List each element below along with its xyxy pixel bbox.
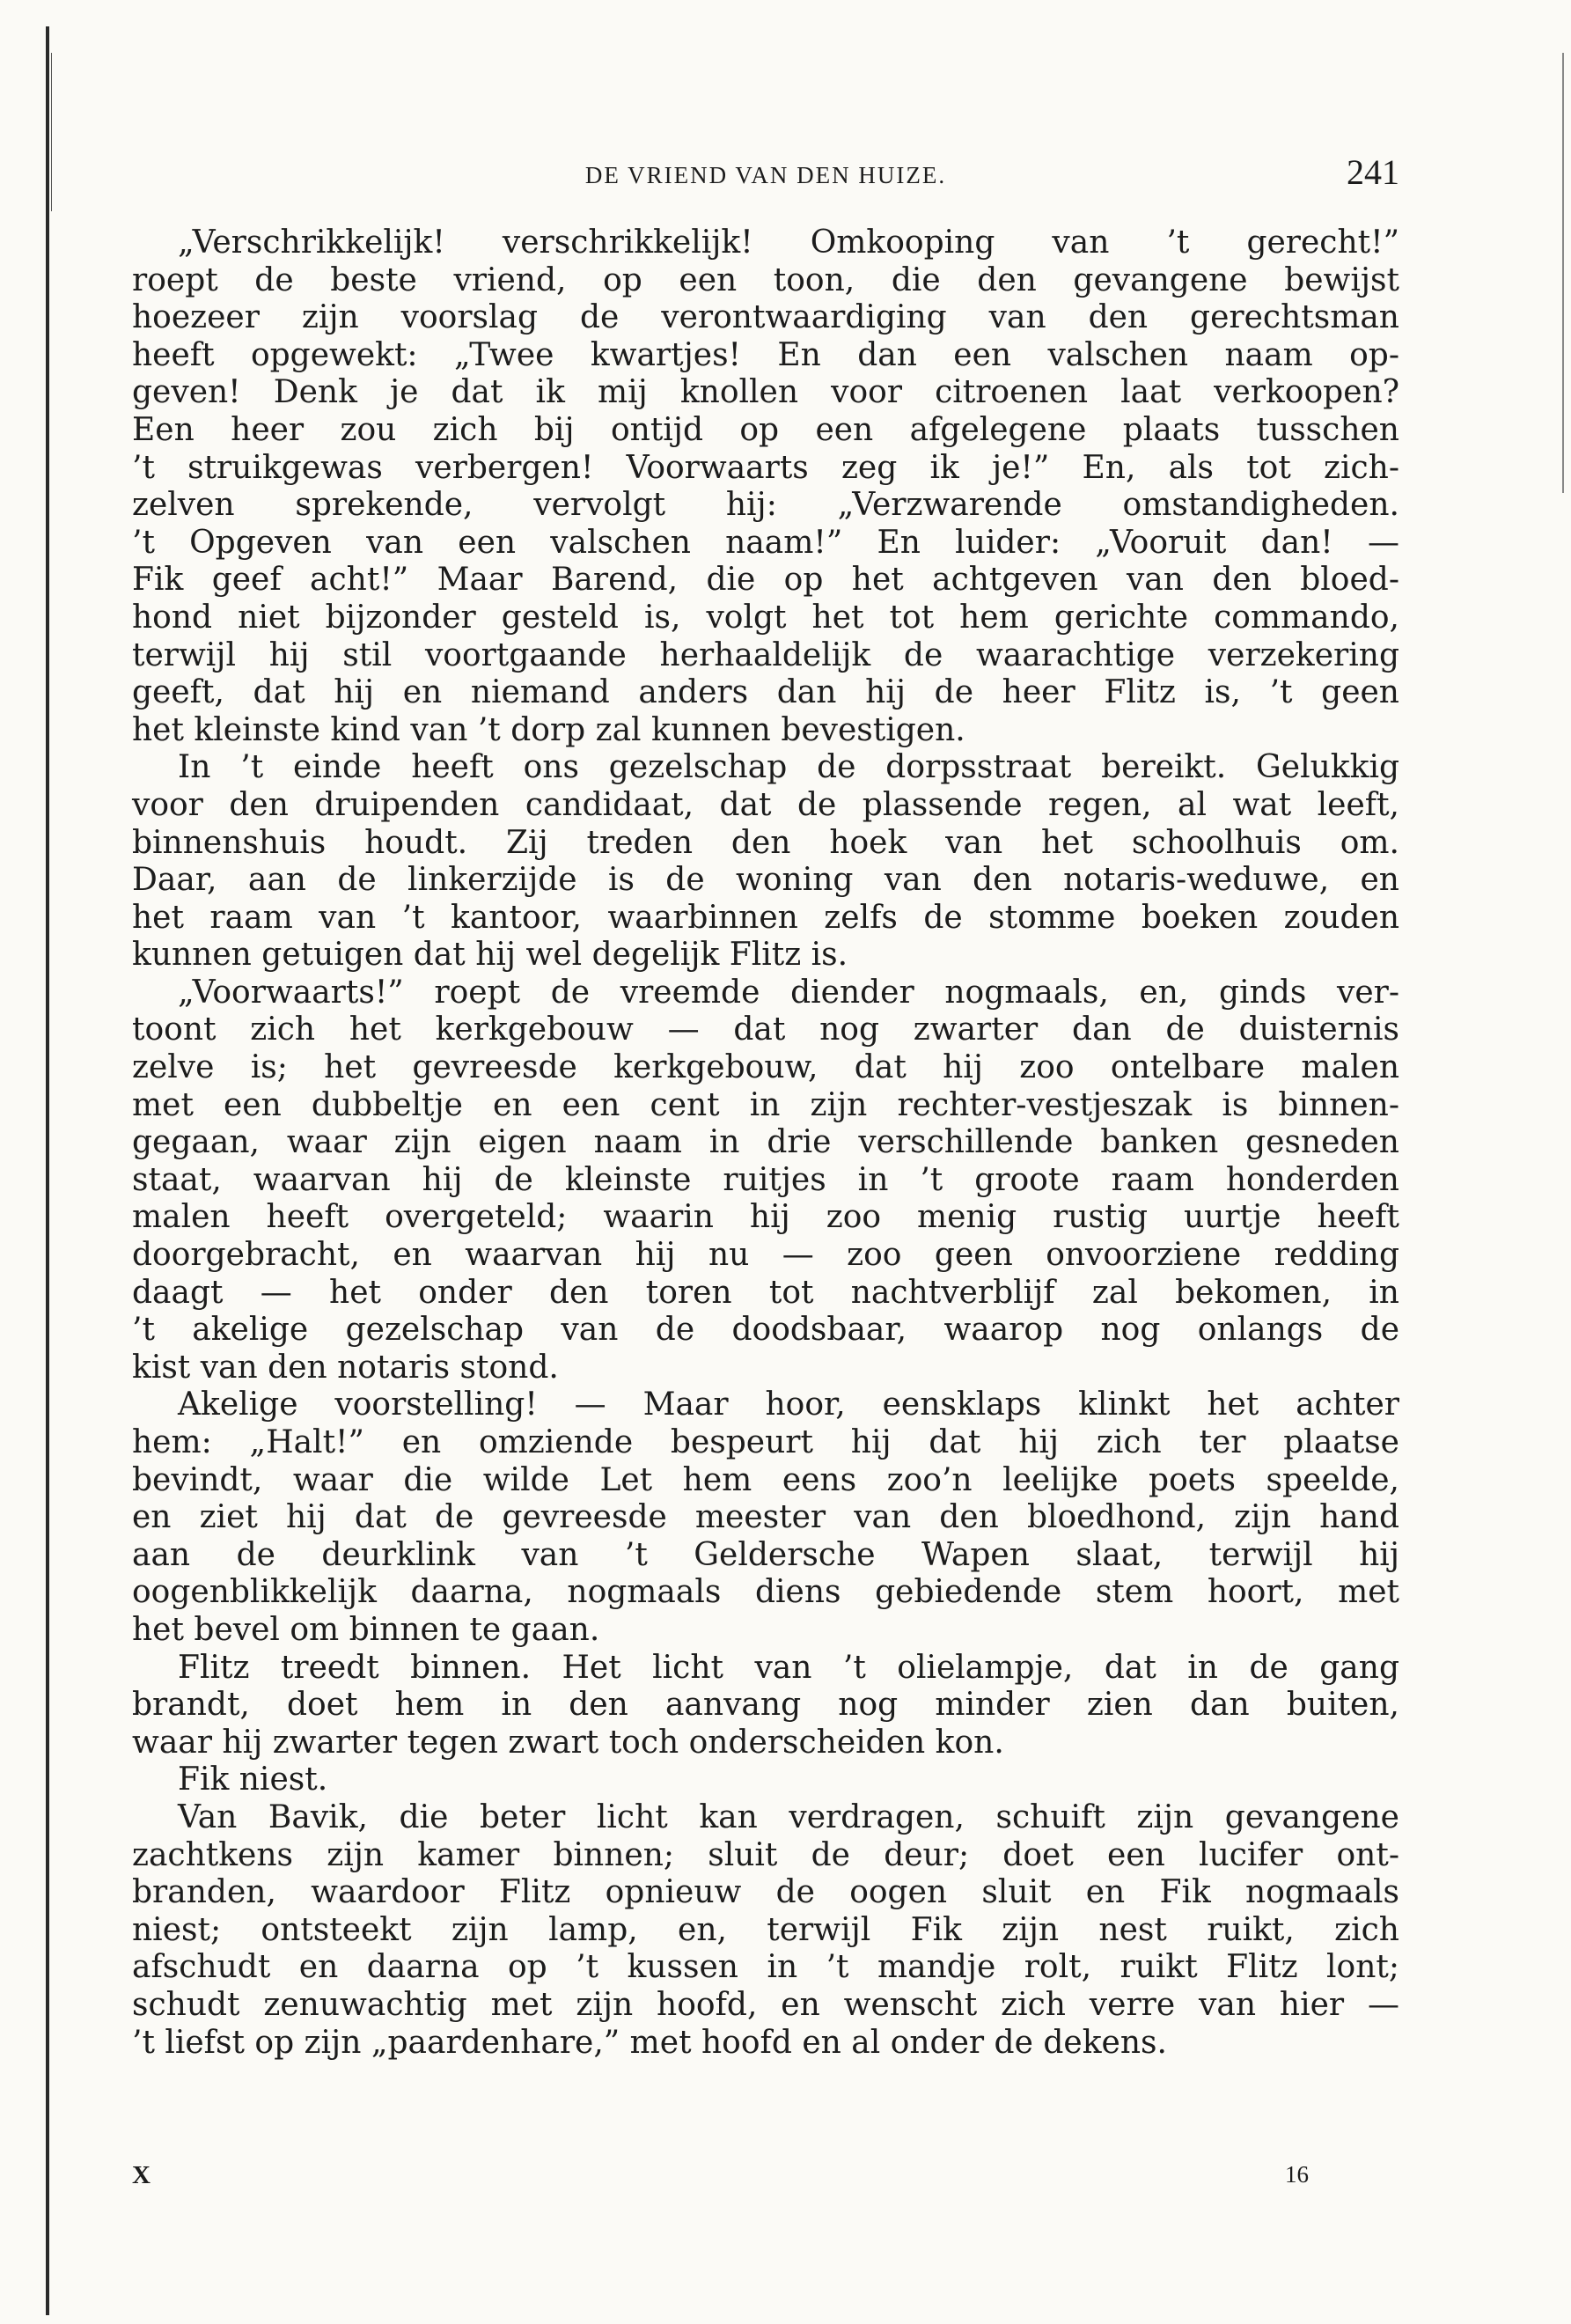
page-edge-rule-secondary — [51, 53, 52, 211]
text-line: niest; ontsteekt zijn lamp, en, terwijl Fik zijn nest ruikt, zich — [132, 1911, 1399, 1948]
text-line: Fik niest. — [178, 1761, 328, 1798]
text-line: roept de beste vriend, op een toon, die den gevangene bewijst — [132, 261, 1399, 298]
text-line: Van Bavik, die beter licht kan verdragen, schuift zijn gevangene — [178, 1798, 1399, 1835]
page-header — [132, 151, 1399, 204]
text-line: schudt zenuwachtig met zijn hoofd, en wenscht zich verre van hier — — [132, 1986, 1399, 2023]
text-line: ’t struikgewas verbergen! Voorwaarts zeg ik je!” En, als tot zich- — [132, 449, 1399, 486]
text-line: zelven sprekende, vervolgt hij: „Verzwarende omstandigheden. — [132, 487, 1399, 524]
text-line: „Verschrikkelijk! verschrikkelijk! Omkooping van ’t gerecht!” — [178, 224, 1399, 261]
text-line: Akelige voorstelling! — Maar hoor, eensklaps klinkt het achter — [178, 1386, 1399, 1423]
text-line: met een dubbeltje en een cent in zijn rechter-vestjeszak is binnen- — [132, 1086, 1399, 1123]
text-line: heeft opgewekt: „Twee kwartjes! En dan een valschen naam op- — [132, 336, 1399, 373]
body-text — [132, 224, 1399, 2062]
text-line: en ziet hij dat de gevreesde meester van den bloedhond, zijn hand — [132, 1499, 1399, 1536]
text-line: zachtkens zijn kamer binnen; sluit de deur; doet een lucifer ont- — [132, 1836, 1399, 1873]
text-line: staat, waarvan hij de kleinste ruitjes in ’t groote raam honderden — [132, 1161, 1399, 1198]
text-line: binnenshuis houdt. Zij treden den hoek van het schoolhuis om. — [132, 824, 1399, 861]
text-line: Daar, aan de linkerzijde is de woning van den notaris-weduwe, en — [132, 862, 1399, 899]
text-line: Een heer zou zich bij ontijd op een afgelegene plaats tusschen — [132, 411, 1399, 448]
text-line: gegaan, waar zijn eigen naam in drie verschillende banken gesneden — [132, 1124, 1399, 1161]
text-line: ’t liefst op zijn „paardenhare,” met hoofd en al onder de dekens. — [132, 2024, 1167, 2061]
text-line: doorgebracht, en waarvan hij nu — zoo geen onvoorziene redding — [132, 1237, 1399, 1274]
text-line: kist van den notaris stond. — [132, 1349, 559, 1386]
signature-mark: X — [132, 2161, 150, 2189]
text-line: voor den druipenden candidaat, dat de plassende regen, al wat leeft, — [132, 786, 1399, 823]
sheet-number: 16 — [1285, 2161, 1309, 2188]
text-line: kunnen getuigen dat hij wel degelijk Flitz is. — [132, 937, 848, 974]
page-edge-rule-right — [1562, 53, 1564, 493]
text-line: „Voorwaarts!” roept de vreemde diender nogmaals, en, ginds ver- — [178, 974, 1399, 1011]
text-line: het bevel om binnen te gaan. — [132, 1611, 600, 1648]
text-line: hond niet bijzonder gesteld is, volgt het tot hem gerichte commando, — [132, 599, 1399, 636]
text-line: malen heeft overgeteld; waarin hij zoo menig rustig uurtje heeft — [132, 1199, 1399, 1236]
text-line: het kleinste kind van ’t dorp zal kunnen bevestigen. — [132, 711, 965, 748]
page-footer — [132, 2161, 1399, 2196]
text-line: Flitz treedt binnen. Het licht van ’t olielampje, dat in de gang — [178, 1649, 1399, 1686]
text-line: branden, waardoor Flitz opnieuw de oogen sluit en Fik nogmaals — [132, 1874, 1399, 1911]
text-line: het raam van ’t kantoor, waarbinnen zelfs de stomme boeken zouden — [132, 899, 1399, 936]
text-line: bevindt, waar die wilde Let hem eens zoo’n leelijke poets speelde, — [132, 1461, 1399, 1498]
text-line: afschudt en daarna op ’t kussen in ’t mandje rolt, ruikt Flitz lont; — [132, 1949, 1399, 1986]
text-line: waar hij zwarter tegen zwart toch onderscheiden kon. — [132, 1724, 1004, 1761]
text-line: ’t akelige gezelschap van de doodsbaar, waarop nog onlangs de — [132, 1312, 1399, 1349]
text-line: brandt, doet hem in den aanvang nog minder zien dan buiten, — [132, 1687, 1399, 1724]
text-line: geeft, dat hij en niemand anders dan hij de heer Flitz is, ’t geen — [132, 674, 1399, 711]
text-line: toont zich het kerkgebouw — dat nog zwarter dan de duisternis — [132, 1011, 1399, 1048]
page-edge-rule — [46, 26, 49, 2315]
text-line: geven! Denk je dat ik mij knollen voor citroenen laat verkoopen? — [132, 374, 1399, 411]
text-line: Fik geef acht!” Maar Barend, die op het achtgeven van den bloed- — [132, 562, 1399, 599]
page-number: 241 — [1347, 152, 1399, 192]
text-line: In ’t einde heeft ons gezelschap de dorpsstraat bereikt. Gelukkig — [178, 749, 1399, 786]
text-line: aan de deurklink van ’t Geldersche Wapen slaat, terwijl hij — [132, 1536, 1399, 1573]
text-line: hoezeer zijn voorslag de verontwaardiging van den gerechtsman — [132, 299, 1399, 336]
text-line: ’t Opgeven van een valschen naam!” En luider: „Vooruit dan! — — [132, 524, 1399, 561]
running-title: DE VRIEND VAN DEN HUIZE. — [584, 162, 947, 188]
text-line: terwijl hij stil voortgaande herhaaldelijk de waarachtige verzekering — [132, 636, 1399, 673]
text-line: daagt — het onder den toren tot nachtverblijf zal bekomen, in — [132, 1274, 1399, 1311]
text-line: hem: „Halt!” en omziende bespeurt hij dat hij zich ter plaatse — [132, 1424, 1399, 1460]
text-line: oogenblikkelijk daarna, nogmaals diens gebiedende stem hoort, met — [132, 1574, 1399, 1611]
text-line: zelve is; het gevreesde kerkgebouw, dat hij zoo ontelbare malen — [132, 1049, 1399, 1086]
